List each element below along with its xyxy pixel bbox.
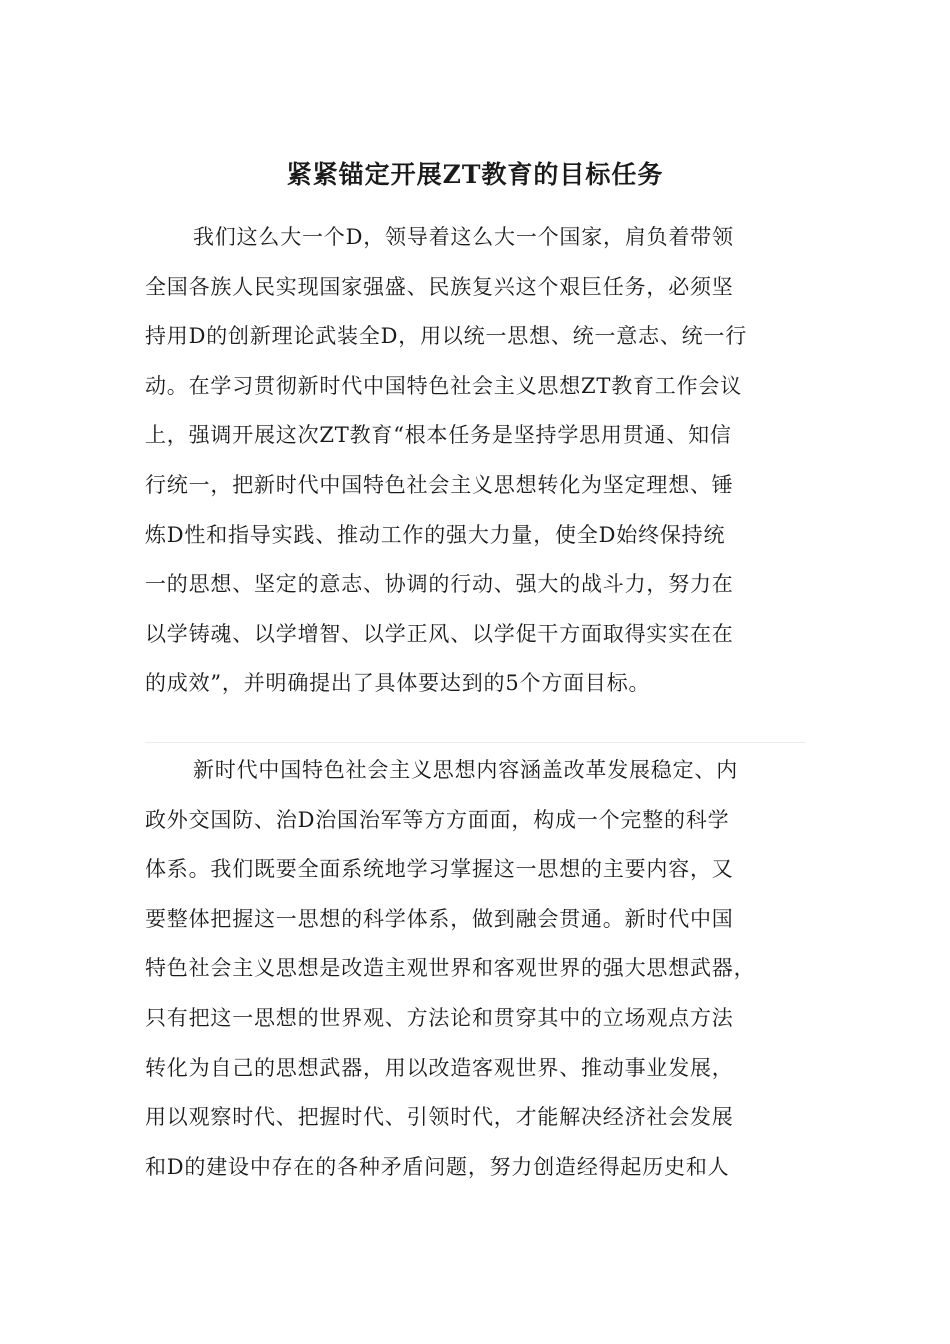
text-line: 的成效”，并明确提出了具体要达到的5个方面目标。 — [145, 671, 651, 696]
text-line: 体系。我们既要全面系统地学习掌握这一思想的主要内容，又 — [145, 857, 734, 882]
paragraph-1 — [145, 213, 815, 709]
text-line: 我们这么大一个D，领导着这么大一个国家，肩负着带领 — [193, 225, 734, 249]
document-title: 紧紧锚定开展ZT教育的目标任务 — [286, 160, 664, 189]
text-line: 一的思想、坚定的意志、协调的行动、强大的战斗力，努力在 — [145, 572, 734, 597]
text-line: 用以观察时代、把握时代、引领时代，才能解决经济社会发展 — [145, 1105, 734, 1130]
text-line: 要整体把握这一思想的科学体系，做到融会贯通。新时代中国 — [145, 906, 734, 931]
text-line: 全国各族人民实现国家强盛、民族复兴这个艰巨任务，必须坚 — [145, 274, 734, 299]
text-line: 以学铸魂、以学增智、以学正风、以学促干方面取得实实在在 — [145, 621, 734, 646]
text-line: 特色社会主义思想是改造主观世界和客观世界的强大思想武器， — [145, 956, 756, 981]
text-line: 上，强调开展这次ZT教育“根本任务是坚持学思用贯通、知信 — [145, 423, 732, 448]
paragraph-2 — [145, 746, 815, 1192]
text-line: 只有把这一思想的世界观、方法论和贯穿其中的立场观点方法 — [145, 1005, 734, 1030]
text-line: 新时代中国特色社会主义思想内容涵盖改革发展稳定、内 — [193, 758, 738, 782]
text-line: 和D的建设中存在的各种矛盾问题，努力创造经得起历史和人 — [145, 1154, 730, 1179]
text-line: 持用D的创新理论武装全D，用以统一思想、统一意志、统一行 — [145, 324, 748, 349]
text-line: 炼D性和指导实践、推动工作的强大力量，使全D始终保持统 — [145, 522, 726, 547]
text-line: 行统一，把新时代中国特色社会主义思想转化为坚定理想、锤 — [145, 472, 734, 497]
text-line: 动。在学习贯彻新时代中国特色社会主义思想ZT教育工作会议 — [145, 373, 742, 398]
section-divider — [145, 742, 805, 743]
text-line: 政外交国防、治D治国治军等方方面面，构成一个完整的科学 — [145, 807, 730, 832]
text-line: 转化为自己的思想武器，用以改造客观世界、推动事业发展， — [145, 1055, 734, 1080]
